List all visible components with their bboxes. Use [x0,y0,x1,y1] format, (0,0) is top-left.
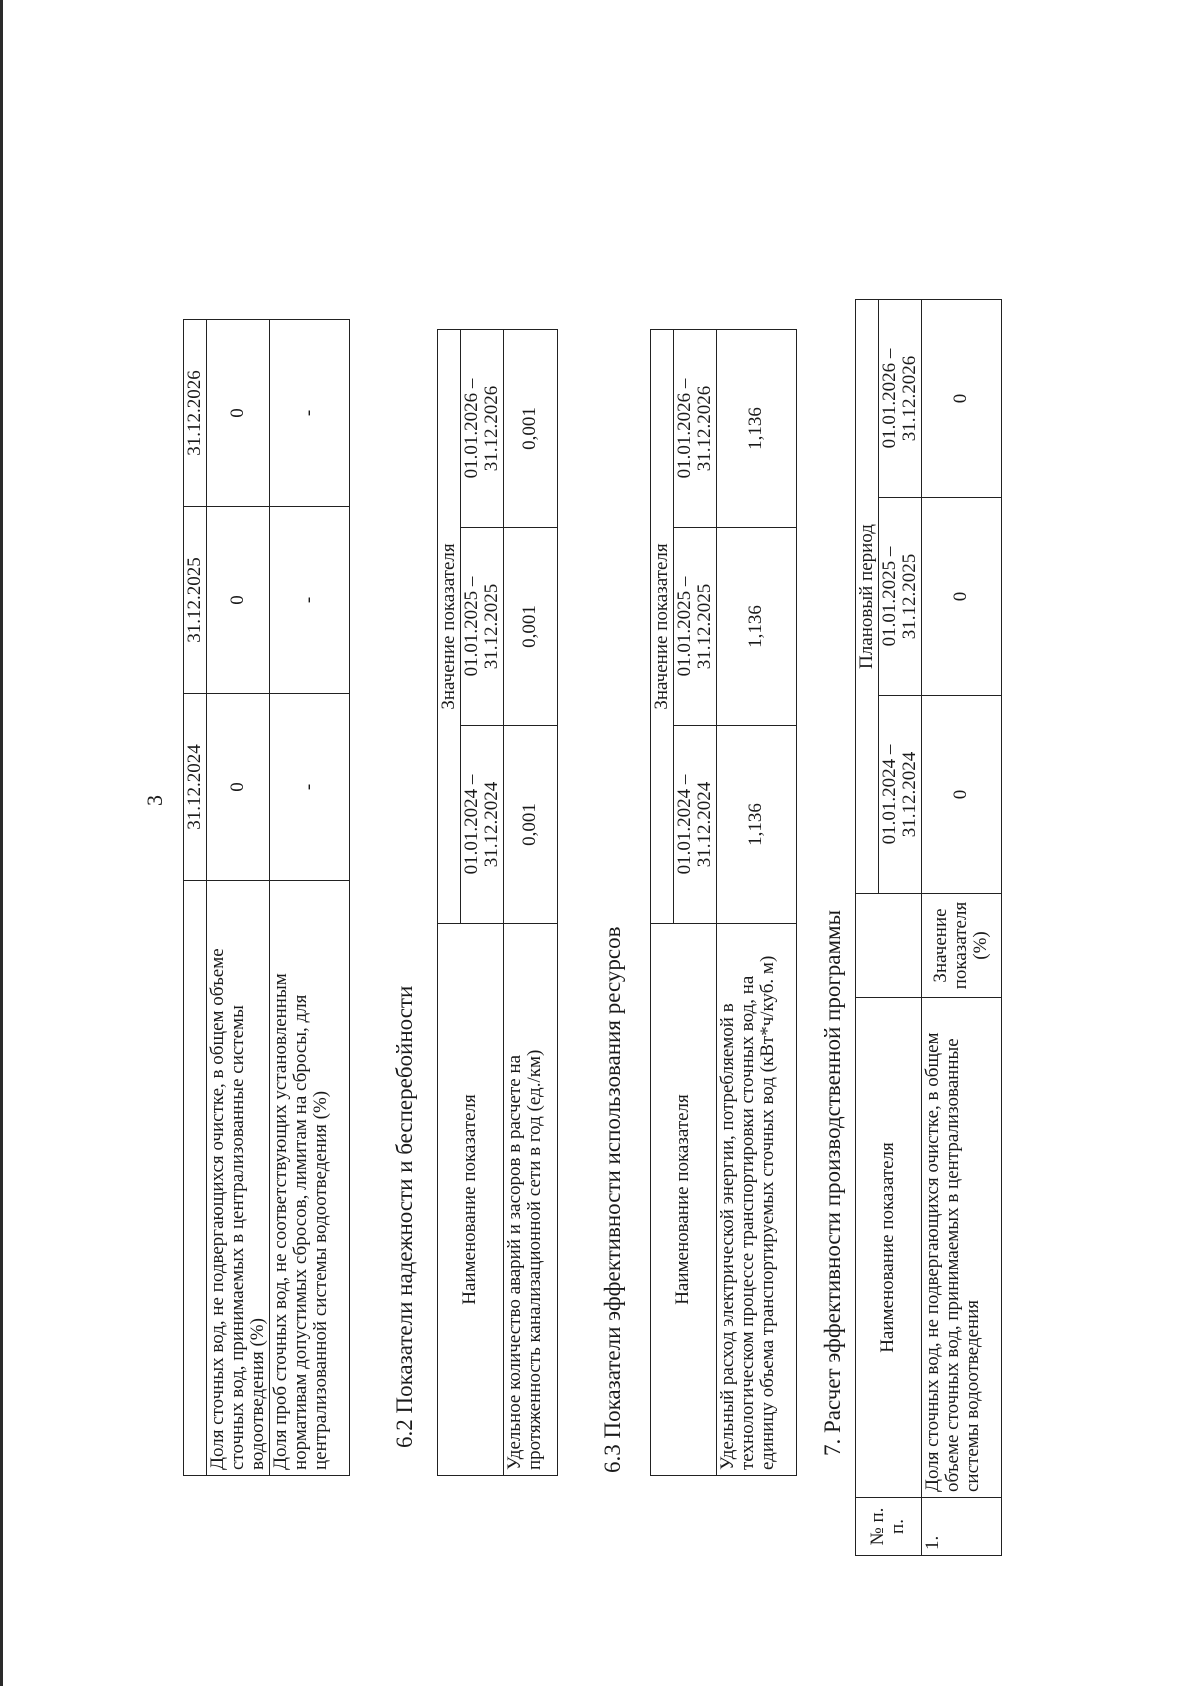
top-table-block [183,319,350,1476]
indicator-value: 0,001 [503,726,557,924]
indicator-name: Доля сточных вод, не подвергающихся очистке, в общем объеме сточных вод, принимаемых в централизованные системы водоотведения [921,998,1001,1498]
indicator-value: - [269,507,349,694]
section-6-2-title: 6.2 Показатели надежности и бесперебойности [392,985,417,1448]
group-header: Значение показателя [438,330,461,924]
indicator-value: 0 [921,498,1001,696]
col-num-header: № п. п. [856,1498,922,1556]
section-6-3-title: 6.3 Показатели эффективности использования ресурсов [600,926,625,1473]
period-header: 01.01.2024 – 31.12.2024 [878,696,921,894]
top-table-header-2024: 31.12.2024 [184,694,207,881]
indicator-value: 0 [206,320,269,507]
indicator-unit: Значение показателя (%) [921,894,1001,998]
section-6-3-table-block [650,329,797,1476]
period-header: 01.01.2025 – 31.12.2025 [460,528,503,726]
col-name-header: Наименование показателя [856,998,922,1498]
indicator-value: 0 [206,694,269,881]
page-number: 3 [142,795,167,806]
indicator-value: 1,136 [716,528,796,726]
period-header: 01.01.2024 – 31.12.2024 [460,726,503,924]
row-number: 1. [921,1498,1001,1556]
period-header: 01.01.2026 – 31.12.2026 [878,300,921,498]
indicator-value: 0,001 [503,528,557,726]
period-header: 01.01.2024 – 31.12.2024 [673,726,716,924]
section-7-table [855,299,1002,1556]
indicator-value: 0,001 [503,330,557,528]
indicator-value: - [269,320,349,507]
table-row [716,330,796,1476]
section-6-3-table [650,329,797,1476]
indicator-name: Доля сточных вод, не подвергающихся очистке, в общем объеме сточных вод, принимаемых в централизованные системы водоотведения (%) [206,881,269,1476]
indicator-value: 0 [921,300,1001,498]
table-row [921,300,1001,1556]
indicator-name: Доля проб сточных вод, не соответствующих установленным нормативам допустимых сбросов, лимитам на сбросы, для централизованной системы водоотведения (%) [269,881,349,1476]
top-table-header-2025: 31.12.2025 [184,507,207,694]
section-6-2-table-block [437,329,558,1476]
top-table-header-2026: 31.12.2026 [184,320,207,507]
top-table-header-blank [184,881,207,1476]
col-name-header: Наименование показателя [651,924,717,1476]
table-header-row [651,330,674,1476]
col-name-header: Наименование показателя [438,924,504,1476]
col-unit-header [856,894,922,998]
table-row [269,320,349,1476]
section-7-title: 7. Расчет эффективности производственной программы [820,909,845,1456]
section-6-2-table [437,329,558,1476]
table-row [503,330,557,1476]
indicator-value: - [269,694,349,881]
period-header: 01.01.2025 – 31.12.2025 [673,528,716,726]
table-header-row [856,300,879,1556]
table-header-row [438,330,461,1476]
group-header: Значение показателя [651,330,674,924]
period-header: 01.01.2025 – 31.12.2025 [878,498,921,696]
period-header: 01.01.2026 – 31.12.2026 [460,330,503,528]
top-table-header-row [184,320,207,1476]
indicator-value: 1,136 [716,726,796,924]
table-row [206,320,269,1476]
section-7-table-block [855,299,1002,1556]
group-header: Плановый период [856,300,879,894]
indicator-value: 0 [206,507,269,694]
indicator-name: Удельный расход электрической энергии, потребляемой в технологическом процессе транспортировки сточных вод, на единицу объема транспортируемых сточных вод (кВт*ч/куб. м) [716,924,796,1476]
indicator-value: 1,136 [716,330,796,528]
indicator-name: Удельное количество аварий и засоров в расчете на протяженность канализационной сети в год (ед./км) [503,924,557,1476]
indicator-value: 0 [921,696,1001,894]
period-header: 01.01.2026 – 31.12.2026 [673,330,716,528]
top-table [183,319,350,1476]
